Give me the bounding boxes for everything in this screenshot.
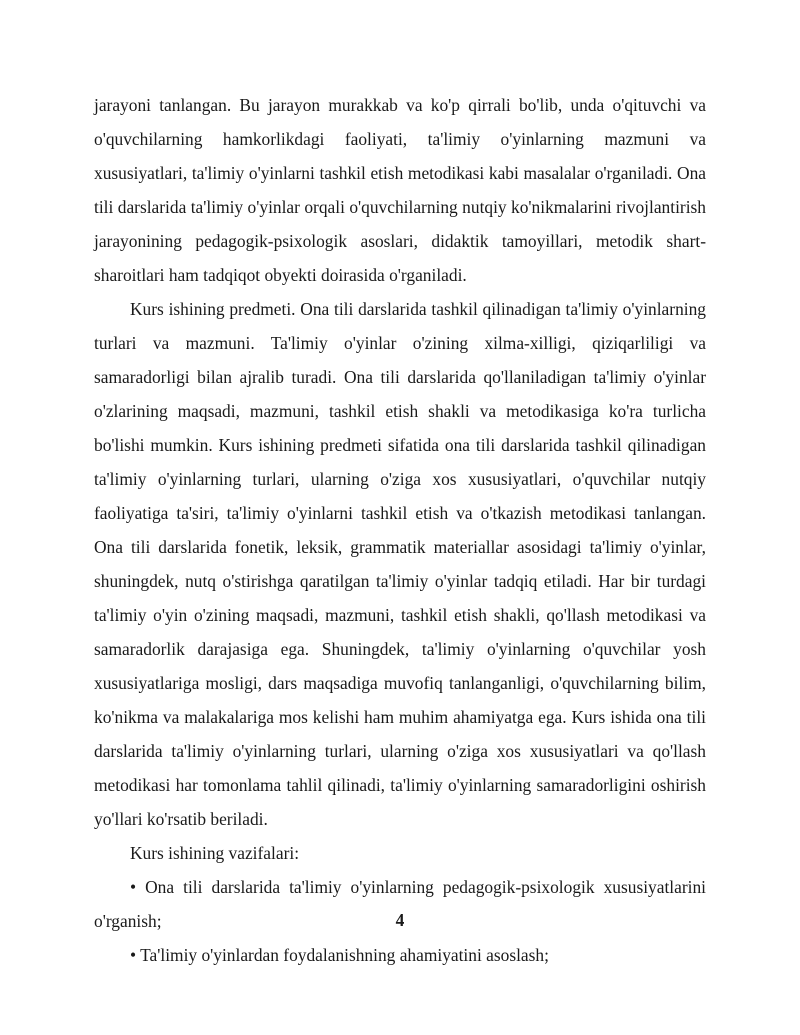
- list-item-task-1: • Ona tili darslarida ta'limiy o'yinlarning pedagogik-psixologik xususiyatlarini o'rganish;: [94, 877, 706, 931]
- list-item-task-2: • Ta'limiy o'yinlardan foydalanishning ahamiyatini asoslash;: [130, 945, 549, 965]
- paragraph-tasks-heading: Kurs ishining vazifalari:: [130, 843, 300, 863]
- page-number: 4: [395, 910, 405, 930]
- document-body: [94, 88, 706, 972]
- paragraph-object-continuation: jarayoni tanlangan. Bu jarayon murakkab va ko'p qirrali bo'lib, unda o'qituvchi va o'quvchilarning hamkorlikdagi faoliyati, ta'limiy o'yinlarning mazmuni va xususiyatlari, ta'limiy o'yinlarni tashkil etish metodikasi kabi masalalar o'rganiladi. Ona tili darslarida ta'limiy o'yinlar orqali o'quvchilarning nutqiy ko'nikmalarini rivojlantirish jarayonining pedagogik-psixologik asoslari, didaktik tamoyillari, metodik shart-sharoitlari ham tadqiqot obyekti doirasida o'rganiladi.: [94, 95, 706, 285]
- paragraph-course-subject: Kurs ishining predmeti. Ona tili darslarida tashkil qilinadigan ta'limiy o'yinlarning turlari va mazmuni. Ta'limiy o'yinlar o'zining xilma-xilligi, qiziqarliligi va samaradorligi bilan ajralib turadi. Ona tili darslarida qo'llaniladigan ta'limiy o'yinlar o'zlarining maqsadi, mazmuni, tashkil etish shakli va metodikasiga ko'ra turlicha bo'lishi mumkin. Kurs ishining predmeti sifatida ona tili darslarida tashkil qilinadigan ta'limiy o'yinlarning turlari, ularning o'ziga xos xususiyatlari, o'quvchilar nutqiy faoliyatiga ta'siri, ta'limiy o'yinlarni tashkil etish va o'tkazish metodikasi tanlangan. Ona tili darslarida fonetik, leksik, grammatik materiallar asosidagi ta'limiy o'yinlar, shuningdek, nutq o'stirishga qaratilgan ta'limiy o'yinlar tadqiq etiladi. Har bir turdagi ta'limiy o'yin o'zining maqsadi, mazmuni, tashkil etish shakli, qo'llash metodikasi va samaradorlik darajasiga ega. Shuningdek, ta'limiy o'yinlarning o'quvchilar yosh xususiyatlariga mosligi, dars maqsadiga muvofiq tanlanganligi, o'quvchilarning bilim, ko'nikma va malakalariga mos kelishi ham muhim ahamiyatga ega. Kurs ishida ona tili darslarida ta'limiy o'yinlarning turlari, ularning o'ziga xos xususiyatlari va qo'llash metodikasi har tomonlama tahlil qilinadi, ta'limiy o'yinlarning samaradorligini oshirish yo'llari ko'rsatib beriladi.: [94, 299, 706, 829]
